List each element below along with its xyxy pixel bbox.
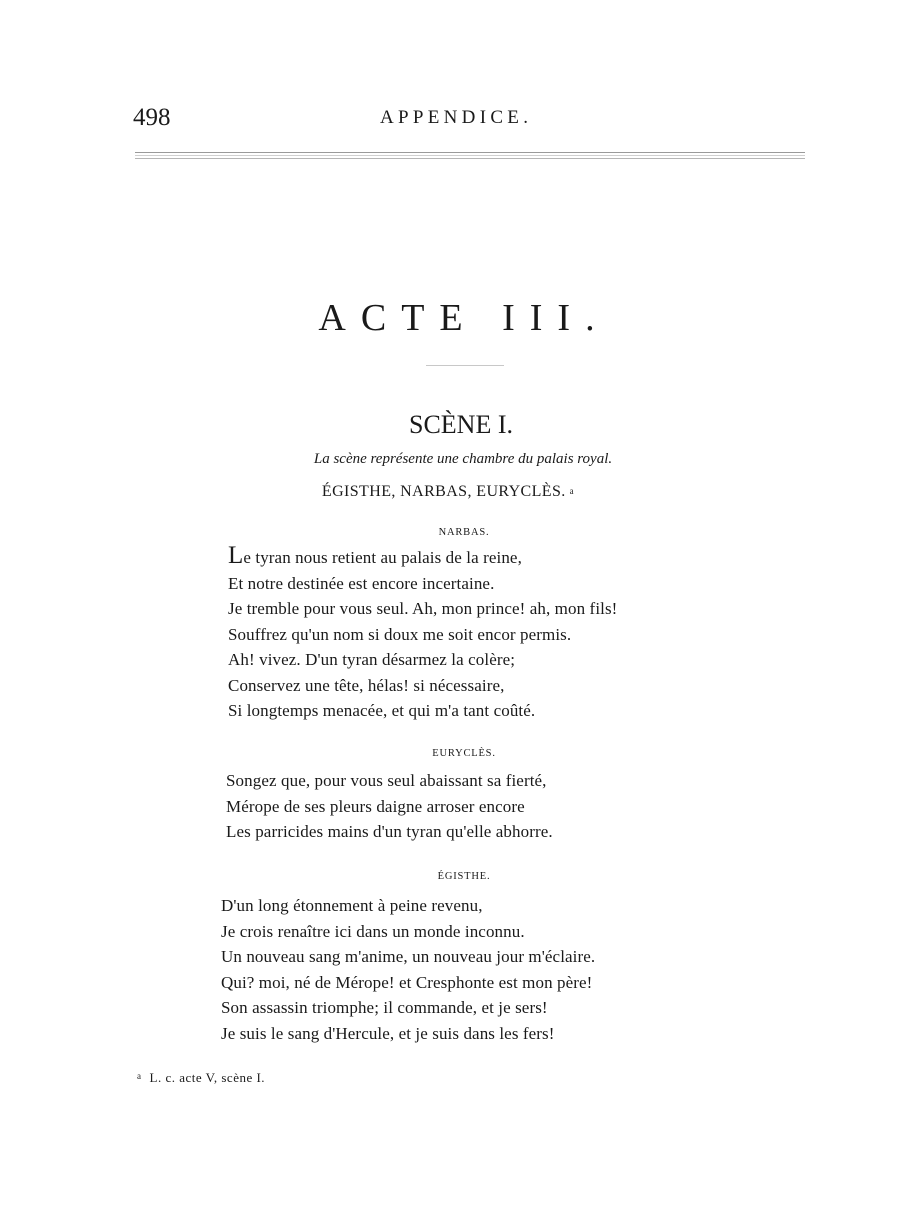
speaker-name: ÉGISTHE. [437,871,491,882]
verse-line: Songez que, pour vous seul abaissant sa fierté, [226,771,547,790]
verse-line: Un nouveau sang m'anime, un nouveau jour m'éclaire. [221,947,596,966]
drop-initial: L [228,542,244,569]
act-title: ACTE III. [318,297,610,339]
footnote-mark: a [137,1071,142,1081]
verse-line: Et notre destinée est encore incertaine. [228,573,495,593]
footnote [137,1070,265,1086]
speaker-name: EURYCLÈS. [432,748,496,759]
verse-line [228,542,617,571]
verse-line: D'un long étonnement à peine revenu, [221,896,483,915]
verse-line: Mérope de ses pleurs daigne arroser encore [226,796,525,816]
verse-block [228,542,618,724]
verse-line: Souffrez qu'un nom si doux me soit encor permis. [228,624,572,644]
header-rule [135,152,805,159]
verse-line: Qui? moi, né de Mérope! et Cresphonte est mon père! [221,972,593,992]
verse-line: Si longtemps menacée, et qui m'a tant coûté. [228,701,536,720]
act-rule [426,365,504,366]
verse-line: Conservez une tête, hélas! si nécessaire, [228,675,505,695]
scene-title: SCÈNE I. [409,410,513,439]
verse-line: Les parricides mains d'un tyran qu'elle abhorre. [226,822,553,841]
stage-direction: La scène représente une chambre du palais royal. [313,451,613,467]
verse-line: Ah! vivez. D'un tyran désarmez la colère; [228,650,516,669]
running-head: APPENDICE. [380,107,533,128]
verse-line: Son assassin triomphe; il commande, et je sers! [221,998,548,1017]
verse-line: Je crois renaître ici dans un monde inconnu. [221,921,525,941]
speaker-name: NARBAS. [438,527,490,538]
footnote-text: L. c. acte V, scène I. [149,1070,266,1085]
verse-block [221,893,595,1046]
verse-line: Je suis le sang d'Hercule, et je suis dans les fers! [221,1023,555,1043]
verse-line: Je tremble pour vous seul. Ah, mon prince! ah, mon fils! [228,599,618,618]
verse-line-text: e tyran nous retient au palais de la reine, [243,548,522,567]
page-number: 498 [133,104,171,131]
character-list [18,483,878,501]
footnote-reference: a [569,486,575,496]
verse-block [226,768,553,845]
character-names: ÉGISTHE, NARBAS, EURYCLÈS. [321,483,566,500]
